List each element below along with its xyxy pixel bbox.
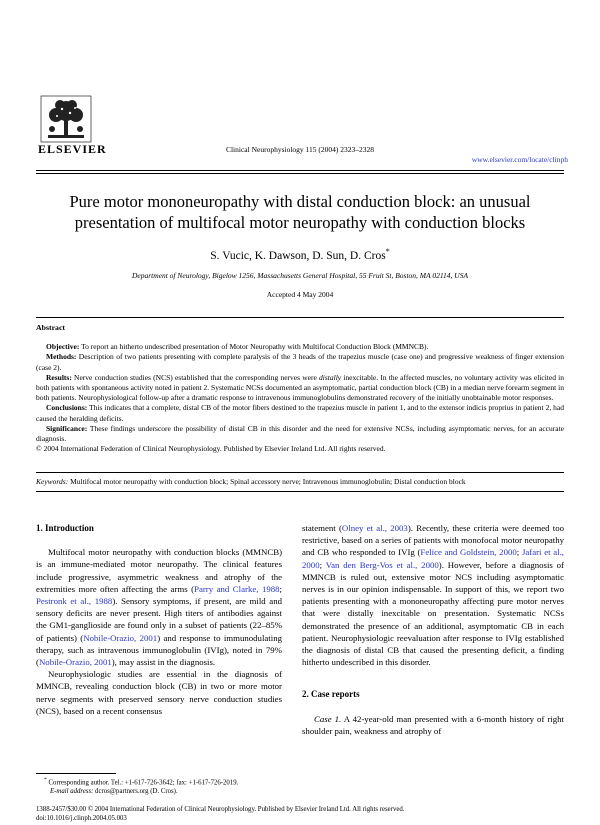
citation-olney[interactable]: Olney et al., 2003 (341, 523, 408, 533)
objective-label: Objective: (46, 342, 80, 352)
right-column (302, 522, 564, 737)
header-rule-top (36, 170, 564, 171)
title-line-2: presentation of multifocal motor neuropathy with conduction blocks (74, 213, 526, 232)
intro-p3-text-b: ). Recently, these criteria were deemed too restrictive, based on a series of patients with monofocal motor neuropathy and CB who responded to IVIg ( (302, 523, 564, 558)
conclusions-text: This indicates that a complete, distal CB of the motor fibers destined to the trapezius muscle in patient 1, and to the extensor indicis proprius in patient 2, had caused the heralding deficits. (36, 403, 564, 423)
title-line-1: Pure motor mononeuropathy with distal conduction block: an unusual (69, 192, 531, 211)
footnote-text: Corresponding author. Tel.: +1-617-726-3642; fax: +1-617-726-2019. (46, 779, 239, 787)
conclusions-label: Conclusions: (46, 403, 88, 413)
abstract-conclusions (36, 403, 564, 423)
results-text-a: Nerve conduction studies (NCS) established that the corresponding nerves were (71, 372, 320, 382)
citation-van-den-berg-vos[interactable]: Van den Berg-Vos et al., 2000 (325, 559, 439, 570)
case-1-text: A 42-year-old man presented with a 6-month history of right shoulder pain, weakness and atrophy of (302, 713, 564, 736)
citation-nobile-orazio-1[interactable]: Nobile-Orazio, 2001 (83, 632, 158, 643)
footnote-line-2 (36, 787, 282, 796)
abstract-heading: Abstract (36, 323, 66, 332)
corresponding-author-mark[interactable]: * (385, 247, 390, 256)
keywords-label: Keywords: (36, 477, 69, 486)
abstract (36, 323, 564, 454)
section-introduction-heading: 1. Introduction (36, 523, 94, 533)
keywords (36, 477, 564, 486)
citation-separator-3: ; (319, 559, 326, 570)
footnote (36, 776, 282, 796)
intro-p1-text-c: ) and response to immunodulating therapy, such as intravenous immunoglobulin (IVIg), noted in 79% ( (36, 632, 282, 668)
results-emphasis: distally (319, 372, 342, 382)
case-1-label: Case 1. (314, 713, 342, 724)
abstract-rule-bottom (36, 472, 564, 473)
intro-p3-text-a: statement ( (302, 523, 342, 533)
citation-separator-2: ; (516, 547, 522, 558)
journal-url-link[interactable]: www.elsevier.com/locate/clinph (471, 155, 568, 164)
intro-p1-text-d: ), may assist in the diagnosis. (111, 657, 216, 668)
citation-jafari[interactable]: Jafari et al., 2000 (302, 547, 564, 570)
methods-text: Description of two patients presenting with complete paralysis of the 3 heads of the trapezius muscle (case one) and progressive weakness of finger extension (case 2). (36, 352, 564, 372)
journal-reference: Clinical Neurophysiology 115 (2004) 2323–2328 (225, 145, 375, 154)
email-label: E-mail address: (50, 788, 94, 796)
abstract-significance (36, 424, 564, 444)
footer-doi[interactable]: doi:10.1016/j.clinph.2004.05.003 (36, 815, 127, 822)
intro-paragraph-2: Neurophysiologic studies are essential in the diagnosis of MMNCB, revealing conduction block (CB) in two or more motor nerve segments with preserved sensory nerve conduction studies (NCS), based on a recent consensus (36, 669, 282, 716)
intro-paragraph-1 (36, 546, 282, 668)
keywords-text: Multifocal motor neuropathy with conduction block; Spinal accessory nerve; Intravenous immunoglobulin; Distal conduction block (68, 477, 466, 486)
affiliation: Department of Neurology, Bigelow 1256, Massachusetts General Hospital, 55 Fruit St, Boston, MA 02114, USA (131, 271, 469, 280)
left-column (36, 522, 282, 717)
paper-title (40, 191, 560, 233)
authors-text: S. Vucic, K. Dawson, D. Sun, D. Cros (210, 249, 386, 262)
abstract-rule-top (36, 317, 564, 318)
author-list (0, 247, 600, 262)
case-1-paragraph (302, 713, 564, 737)
results-label: Results: (46, 372, 72, 382)
citation-parry-clarke[interactable]: Parry and Clarke, 1988 (194, 583, 280, 594)
intro-p3-text-c: ). However, before a diagnosis of MMNCB is ruled out, extensive motor NCS including asymptomatic nerves is in our opinion indispensable. In support of this, we report two patients presenting with a mononeuropathy affecting pure motor nerves that were distally inexcitable on presentation. Systematic NCSs demonstrated the presence of an additional, asymptomatic CB in each patient. Neurophysiologic reevaluation after response to IVIg established the diagnosis of distal CB that caused the presenting deficit, a finding hitherto undescribed in this disorder. (302, 559, 564, 668)
objective-text: To report an hitherto undescribed presentation of Motor Neuropathy with Multifocal Conduction Block (MMNCB). (79, 342, 429, 352)
abstract-methods (36, 352, 564, 372)
citation-felice-goldstein[interactable]: Felice and Goldstein, 2000 (420, 547, 517, 558)
footnote-rule (36, 773, 116, 774)
section-case-reports-heading: 2. Case reports (302, 689, 360, 700)
citation-nobile-orazio-2[interactable]: Nobile-Orazio, 2001 (38, 657, 112, 668)
email-address[interactable]: dcros@partners.org (D. Cros). (93, 788, 178, 796)
footer-copyright: 1388-2457/$30.00 © 2004 International Federation of Clinical Neurophysiology. Published by Elsevier Ireland Ltd. All rights reserved. (36, 806, 405, 813)
footnote-mark: * (44, 777, 47, 783)
methods-label: Methods: (46, 352, 77, 362)
footnote-line-1 (36, 776, 282, 787)
results-text-b: inexcitable. In the affected muscles, no voluntary activity was elicited in both patients with spontaneous activity noted in patient 2. Systematic NCSs documented an asymptomatic, partial conduction block (CB) in a median nerve forearm segment in both patients. Neurophysiological follow-up after a dramatic response to intravenous immunoglobulins demonstrated recovery of the initially unobtainable motor responses. (36, 372, 564, 403)
header-rule-bottom (36, 173, 564, 174)
publisher-name: ELSEVIER (38, 142, 107, 156)
citation-pestronk[interactable]: Pestronk et al., 1988 (36, 596, 113, 607)
keywords-rule (36, 491, 564, 492)
abstract-objective (36, 342, 564, 352)
significance-text: These findings underscore the possibility of distal CB in this disorder and the need for extensive NCSs, including asymptomatic nerves, for an accurate diagnosis. (36, 423, 564, 444)
intro-paragraph-3 (302, 522, 564, 668)
abstract-copyright: © 2004 International Federation of Clinical Neurophysiology. Published by Elsevier Ireland Ltd. All rights reserved. (36, 444, 386, 454)
citation-separator: ; (279, 583, 282, 594)
accepted-date: Accepted 4 May 2004 (266, 290, 334, 299)
elsevier-tree-logo (40, 95, 92, 143)
intro-p1-text-b: ). Sensory symptoms, if present, are mild and sensory deficits are never present. High titers of antibodies against the GM1-ganglioside are found only in a subset of patients (22–85% of patients) ( (36, 596, 282, 643)
abstract-results (36, 373, 564, 404)
significance-label: Significance: (46, 423, 88, 433)
intro-p1-text-a: Multifocal motor neuropathy with conduction blocks (MMNCB) is an immune-mediated motor neuropathy. The clinical features include progressive, asymmetric weakness and atrophy of the extremities more often affecting the arms ( (36, 547, 282, 594)
page-footer (36, 805, 564, 823)
